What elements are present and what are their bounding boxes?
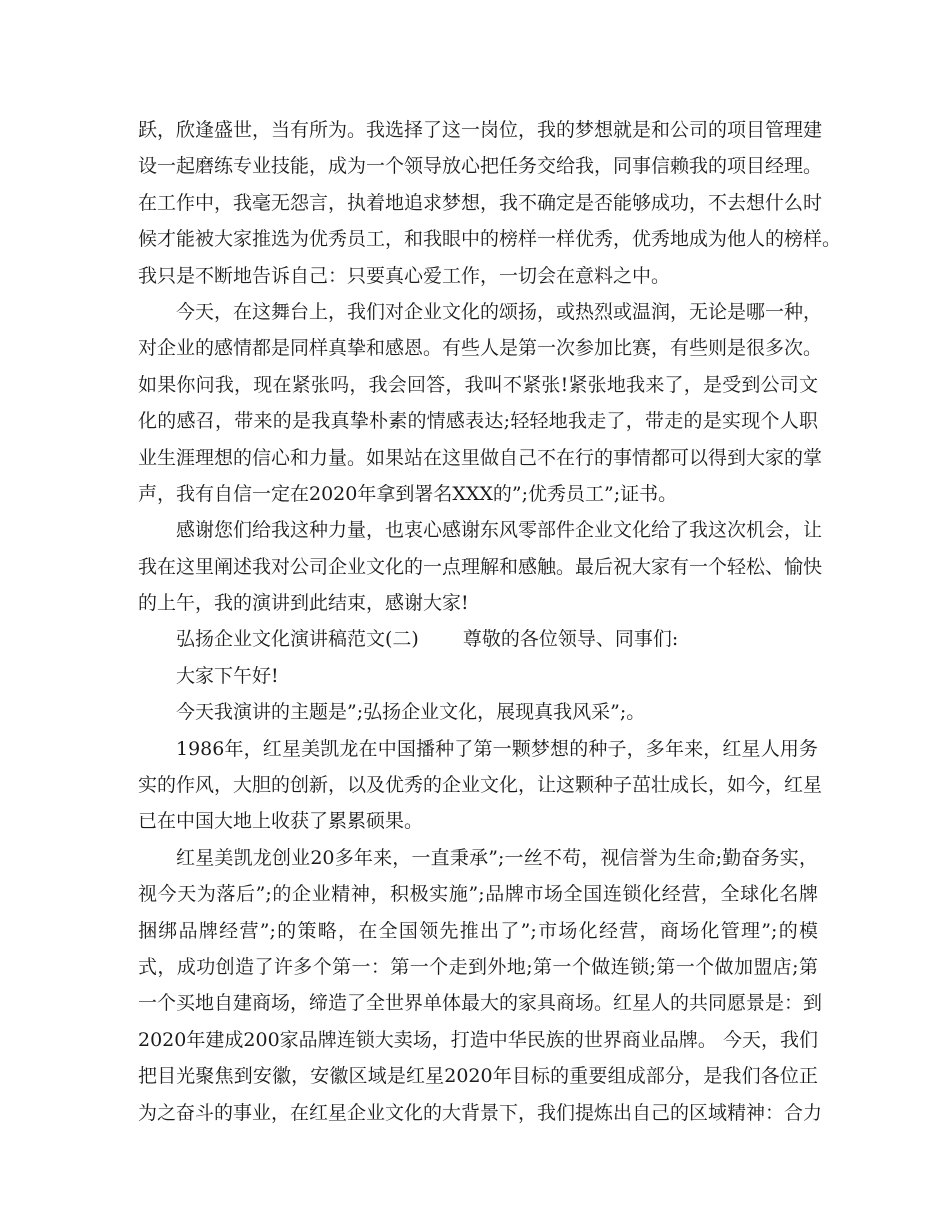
text-line: 式，成功创造了许多个第一：第一个走到外地;第一个做连锁;第一个做加盟店;第 — [138, 955, 818, 978]
text-line: 已在中国大地上收获了累累硕果。 — [138, 810, 424, 833]
text-line: 1986年，红星美凯龙在中国播种了第一颗梦想的种子，多年来，红星人用务 — [176, 737, 818, 760]
text-line: 一个买地自建商场，缔造了全世界单体最大的家具商场。红星人的共同愿景是：到 — [138, 992, 823, 1015]
text-line: 2020年建成200家品牌连锁大卖场，打造中华民族的世界商业品牌。 今天，我们 — [138, 1028, 818, 1051]
text-line: 红星美凯龙创业20多年来，一直秉承”;一丝不苟，视信誉为生命;勤奋务实， — [176, 846, 818, 869]
text-line: 弘扬企业文化演讲稿范文(二) 尊敬的各位领导、同事们: — [176, 628, 679, 651]
text-line: 我在这里阐述我对公司企业文化的一点理解和感触。最后祝大家有一个轻松、愉快 — [138, 555, 823, 578]
text-line: 捆绑品牌经营”;的策略，在全国领先推出了”;市场化经营，商场化管理”;的模 — [138, 919, 818, 942]
text-line: 为之奋斗的事业，在红星企业文化的大背景下，我们提炼出自己的区域精神：合力 — [138, 1101, 823, 1124]
text-line: 视今天为落后”;的企业精神，积极实施”;品牌市场全国连锁化经营，全球化名牌 — [138, 883, 818, 906]
text-line: 的上午，我的演讲到此结束，感谢大家! — [138, 592, 469, 615]
text-line: 设一起磨练专业技能，成为一个领导放心把任务交给我，同事信赖我的项目经理。 — [138, 155, 823, 178]
text-line: 实的作风，大胆的创新，以及优秀的企业文化，让这颗种子茁壮成长，如今，红星 — [138, 774, 823, 797]
text-line: 大家下午好! — [176, 664, 279, 687]
text-line: 如果你问我，现在紧张吗，我会回答，我叫不紧张!紧张地我来了，是受到公司文 — [138, 373, 818, 396]
text-line: 在工作中，我毫无怨言，执着地追求梦想，我不确定是否能够成功，不去想什么时 — [138, 191, 823, 214]
text-line: 声，我有自信一定在2020年拿到署名XXX的”;优秀员工”;证书。 — [138, 482, 678, 505]
text-line: 今天，在这舞台上，我们对企业文化的颂扬，或热烈或温润，无论是哪一种， — [176, 300, 823, 323]
text-line: 把目光聚焦到安徽，安徽区域是红星2020年目标的重要组成部分，是我们各位正 — [138, 1065, 818, 1088]
text-line: 我只是不断地告诉自己：只要真心爱工作，一切会在意料之中。 — [138, 264, 671, 287]
document-body — [138, 112, 842, 1131]
text-line: 感谢您们给我这种力量，也衷心感谢东风零部件企业文化给了我这次机会，让 — [176, 519, 823, 542]
text-line: 跃，欣逢盛世，当有所为。我选择了这一岗位，我的梦想就是和公司的项目管理建 — [138, 119, 823, 141]
text-line: 业生涯理想的信心和力量。如果站在这里做自己不在行的事情都可以得到大家的掌 — [138, 446, 823, 469]
text-line: 化的感召，带来的是我真挚朴素的情感表达;轻轻地我走了，带走的是实现个人职 — [138, 410, 818, 433]
text-line: 候才能被大家推选为优秀员工，和我眼中的榜样一样优秀，优秀地成为他人的榜样。 — [138, 228, 842, 251]
text-line: 对企业的感情都是同样真挚和感恩。有些人是第一次参加比赛，有些则是很多次。 — [138, 337, 823, 360]
text-line: 今天我演讲的主题是”;弘扬企业文化，展现真我风采”;。 — [176, 701, 646, 724]
